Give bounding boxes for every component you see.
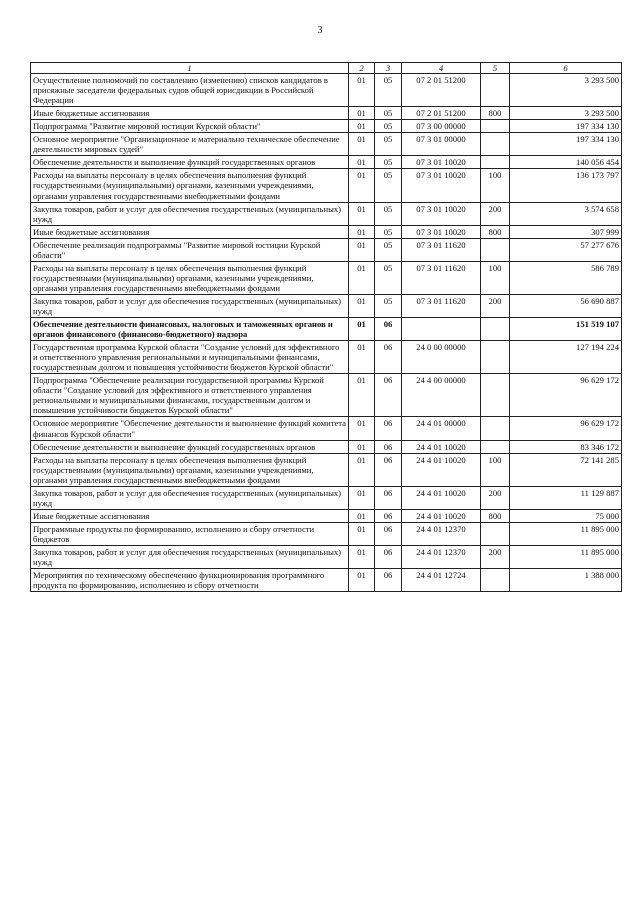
subsection-code: 05: [375, 238, 402, 261]
expense-item-name: Государственная программа Курской области "Создание условий для эффективного и ответственного управления региональными и муниципальными финансами, государственным долгом и повышения устойчивости бюджетов Курской области": [31, 341, 349, 374]
table-row: [31, 453, 622, 486]
subsection-code: 06: [375, 509, 402, 522]
target-article-code: 24 4 01 10020: [402, 453, 481, 486]
expense-type-code: 800: [481, 225, 510, 238]
table-row: [31, 156, 622, 169]
expense-type-code: [481, 238, 510, 261]
column-number: 4: [402, 63, 481, 74]
target-article-code: 07 3 00 00000: [402, 120, 481, 133]
subsection-code: 06: [375, 374, 402, 417]
section-code: 01: [349, 374, 375, 417]
subsection-code: 06: [375, 486, 402, 509]
budget-table: [30, 62, 622, 592]
target-article-code: 07 2 01 51200: [402, 74, 481, 107]
column-number: 1: [31, 63, 349, 74]
target-article-code: [402, 318, 481, 341]
section-code: 01: [349, 522, 375, 545]
amount-value: 127 194 224: [510, 341, 622, 374]
expense-item-name: Закупка товаров, работ и услуг для обеспечения государственных (муниципальных) нужд: [31, 486, 349, 509]
target-article-code: 07 3 01 11620: [402, 294, 481, 317]
expense-item-name: Обеспечение деятельности финансовых, налоговых и таможенных органов и органов финансового (финансово-бюджетного) надзора: [31, 318, 349, 341]
expense-item-name: Основное мероприятие "Организационное и материально техническое обеспечение деятельности мировых судей": [31, 133, 349, 156]
table-row: [31, 238, 622, 261]
expense-type-code: [481, 120, 510, 133]
subsection-code: 05: [375, 261, 402, 294]
table-row: [31, 341, 622, 374]
table-row: [31, 261, 622, 294]
section-code: 01: [349, 120, 375, 133]
expense-item-name: Подпрограмма "Развитие мировой юстиции Курской области": [31, 120, 349, 133]
table-row: [31, 169, 622, 202]
subsection-code: 06: [375, 417, 402, 440]
expense-item-name: Программные продукты по формированию, исполнению и сбору отчетности бюджетов: [31, 522, 349, 545]
amount-value: 151 519 107: [510, 318, 622, 341]
amount-value: 1 388 000: [510, 569, 622, 592]
expense-item-name: Осуществление полномочий по составлению (изменению) списков кандидатов в присяжные заседатели федеральных судов общей юрисдикции в Российской Федерации: [31, 74, 349, 107]
table-row: [31, 569, 622, 592]
target-article-code: 07 3 01 10020: [402, 169, 481, 202]
subsection-code: 06: [375, 318, 402, 341]
expense-item-name: Расходы на выплаты персоналу в целях обеспечения выполнения функций государственными (муниципальными) органами, казенными учреждениями, органами управления государственными внебюджетными фондами: [31, 453, 349, 486]
expense-item-name: Иные бюджетные ассигнования: [31, 225, 349, 238]
expense-type-code: 200: [481, 294, 510, 317]
expense-type-code: [481, 156, 510, 169]
target-article-code: 24 4 01 12370: [402, 545, 481, 568]
subsection-code: 05: [375, 225, 402, 238]
expense-item-name: Мероприятия по техническому обеспечению функционирования программного продукта по формированию, исполнению и сбору отчетности: [31, 569, 349, 592]
amount-value: 57 277 676: [510, 238, 622, 261]
expense-item-name: Закупка товаров, работ и услуг для обеспечения государственных (муниципальных) нужд: [31, 545, 349, 568]
expense-type-code: [481, 74, 510, 107]
expense-item-name: Закупка товаров, работ и услуг для обеспечения государственных (муниципальных) нужд: [31, 294, 349, 317]
table-row: [31, 374, 622, 417]
expense-type-code: 100: [481, 169, 510, 202]
subsection-code: 06: [375, 569, 402, 592]
target-article-code: 24 4 01 12724: [402, 569, 481, 592]
subsection-code: 05: [375, 202, 402, 225]
section-code: 01: [349, 261, 375, 294]
amount-value: 11 895 000: [510, 545, 622, 568]
expense-type-code: 800: [481, 509, 510, 522]
target-article-code: 07 3 01 10020: [402, 156, 481, 169]
expense-type-code: [481, 569, 510, 592]
amount-value: 3 574 658: [510, 202, 622, 225]
column-number: 3: [375, 63, 402, 74]
table-row: [31, 107, 622, 120]
amount-value: 75 000: [510, 509, 622, 522]
expense-type-code: 800: [481, 107, 510, 120]
amount-value: 3 293 500: [510, 107, 622, 120]
section-code: 01: [349, 509, 375, 522]
table-row: [31, 318, 622, 341]
table-row: [31, 440, 622, 453]
column-number: 5: [481, 63, 510, 74]
table-row: [31, 417, 622, 440]
table-row: [31, 202, 622, 225]
column-number-row: [31, 63, 622, 74]
amount-value: 307 999: [510, 225, 622, 238]
section-code: 01: [349, 107, 375, 120]
subsection-code: 05: [375, 120, 402, 133]
expense-type-code: 100: [481, 453, 510, 486]
amount-value: 83 346 172: [510, 440, 622, 453]
expense-type-code: [481, 133, 510, 156]
target-article-code: 07 3 01 11620: [402, 238, 481, 261]
table-row: [31, 509, 622, 522]
target-article-code: 24 4 01 10020: [402, 486, 481, 509]
table-row: [31, 522, 622, 545]
expense-item-name: Закупка товаров, работ и услуг для обеспечения государственных (муниципальных) нужд: [31, 202, 349, 225]
section-code: 01: [349, 318, 375, 341]
table-row: [31, 120, 622, 133]
amount-value: 72 141 285: [510, 453, 622, 486]
table-row: [31, 486, 622, 509]
expense-type-code: 200: [481, 545, 510, 568]
page-number: 3: [317, 25, 323, 36]
section-code: 01: [349, 202, 375, 225]
target-article-code: 07 2 01 51200: [402, 107, 481, 120]
section-code: 01: [349, 238, 375, 261]
section-code: 01: [349, 225, 375, 238]
expense-item-name: Расходы на выплаты персоналу в целях обеспечения выполнения функций государственными (муниципальными) органами, казенными учреждениями, органами управления государственными внебюджетными фондами: [31, 169, 349, 202]
expense-type-code: [481, 374, 510, 417]
section-code: 01: [349, 294, 375, 317]
amount-value: 96 629 172: [510, 417, 622, 440]
expense-item-name: Обеспечение деятельности и выполнение функций государственных органов: [31, 156, 349, 169]
table-row: [31, 133, 622, 156]
subsection-code: 06: [375, 440, 402, 453]
target-article-code: 07 3 01 10020: [402, 225, 481, 238]
amount-value: 11 129 887: [510, 486, 622, 509]
expense-type-code: [481, 341, 510, 374]
target-article-code: 07 3 01 11620: [402, 261, 481, 294]
subsection-code: 06: [375, 453, 402, 486]
target-article-code: 24 4 01 00000: [402, 417, 481, 440]
subsection-code: 05: [375, 107, 402, 120]
section-code: 01: [349, 341, 375, 374]
expense-item-name: Обеспечение деятельности и выполнение функций государственных органов: [31, 440, 349, 453]
table-row: [31, 545, 622, 568]
subsection-code: 06: [375, 522, 402, 545]
table-row: [31, 225, 622, 238]
section-code: 01: [349, 569, 375, 592]
expense-item-name: Обеспечение реализации подпрограммы "Развитие мировой юстиции Курской области": [31, 238, 349, 261]
target-article-code: 24 4 01 12370: [402, 522, 481, 545]
amount-value: 140 056 454: [510, 156, 622, 169]
target-article-code: 24 4 01 10020: [402, 440, 481, 453]
amount-value: 3 293 500: [510, 74, 622, 107]
section-code: 01: [349, 453, 375, 486]
amount-value: 197 334 130: [510, 120, 622, 133]
subsection-code: 05: [375, 133, 402, 156]
section-code: 01: [349, 486, 375, 509]
expense-type-code: [481, 440, 510, 453]
section-code: 01: [349, 169, 375, 202]
amount-value: 586 789: [510, 261, 622, 294]
expense-item-name: Подпрограмма "Обеспечение реализации государственной программы Курской области "Создание условий для эффективного и ответственного управления региональными и муниципальными финансами, государственным долгом и повышения устойчивости бюджетов Курской области": [31, 374, 349, 417]
target-article-code: 24 4 01 10020: [402, 509, 481, 522]
subsection-code: 05: [375, 169, 402, 202]
column-number: 6: [510, 63, 622, 74]
expense-type-code: 200: [481, 202, 510, 225]
section-code: 01: [349, 440, 375, 453]
section-code: 01: [349, 545, 375, 568]
target-article-code: 07 3 01 10020: [402, 202, 481, 225]
amount-value: 197 334 130: [510, 133, 622, 156]
expense-type-code: [481, 417, 510, 440]
section-code: 01: [349, 133, 375, 156]
section-code: 01: [349, 74, 375, 107]
target-article-code: 24 0 00 00000: [402, 341, 481, 374]
amount-value: 11 895 000: [510, 522, 622, 545]
expense-type-code: [481, 318, 510, 341]
expense-item-name: Расходы на выплаты персоналу в целях обеспечения выполнения функций государственными (муниципальными) органами, казенными учреждениями, органами управления государственными внебюджетными фондами: [31, 261, 349, 294]
expense-item-name: Иные бюджетные ассигнования: [31, 107, 349, 120]
column-number: 2: [349, 63, 375, 74]
expense-type-code: 100: [481, 261, 510, 294]
section-code: 01: [349, 156, 375, 169]
table-row: [31, 294, 622, 317]
table-row: [31, 74, 622, 107]
subsection-code: 05: [375, 156, 402, 169]
target-article-code: 07 3 01 00000: [402, 133, 481, 156]
subsection-code: 05: [375, 74, 402, 107]
subsection-code: 06: [375, 341, 402, 374]
expense-item-name: Иные бюджетные ассигнования: [31, 509, 349, 522]
subsection-code: 06: [375, 545, 402, 568]
section-code: 01: [349, 417, 375, 440]
target-article-code: 24 4 00 00000: [402, 374, 481, 417]
subsection-code: 05: [375, 294, 402, 317]
expense-item-name: Основное мероприятие "Обеспечение деятельности и выполнение функций комитета финансов Курской области": [31, 417, 349, 440]
amount-value: 56 690 887: [510, 294, 622, 317]
amount-value: 96 629 172: [510, 374, 622, 417]
expense-type-code: 200: [481, 486, 510, 509]
expense-type-code: [481, 522, 510, 545]
amount-value: 136 173 797: [510, 169, 622, 202]
